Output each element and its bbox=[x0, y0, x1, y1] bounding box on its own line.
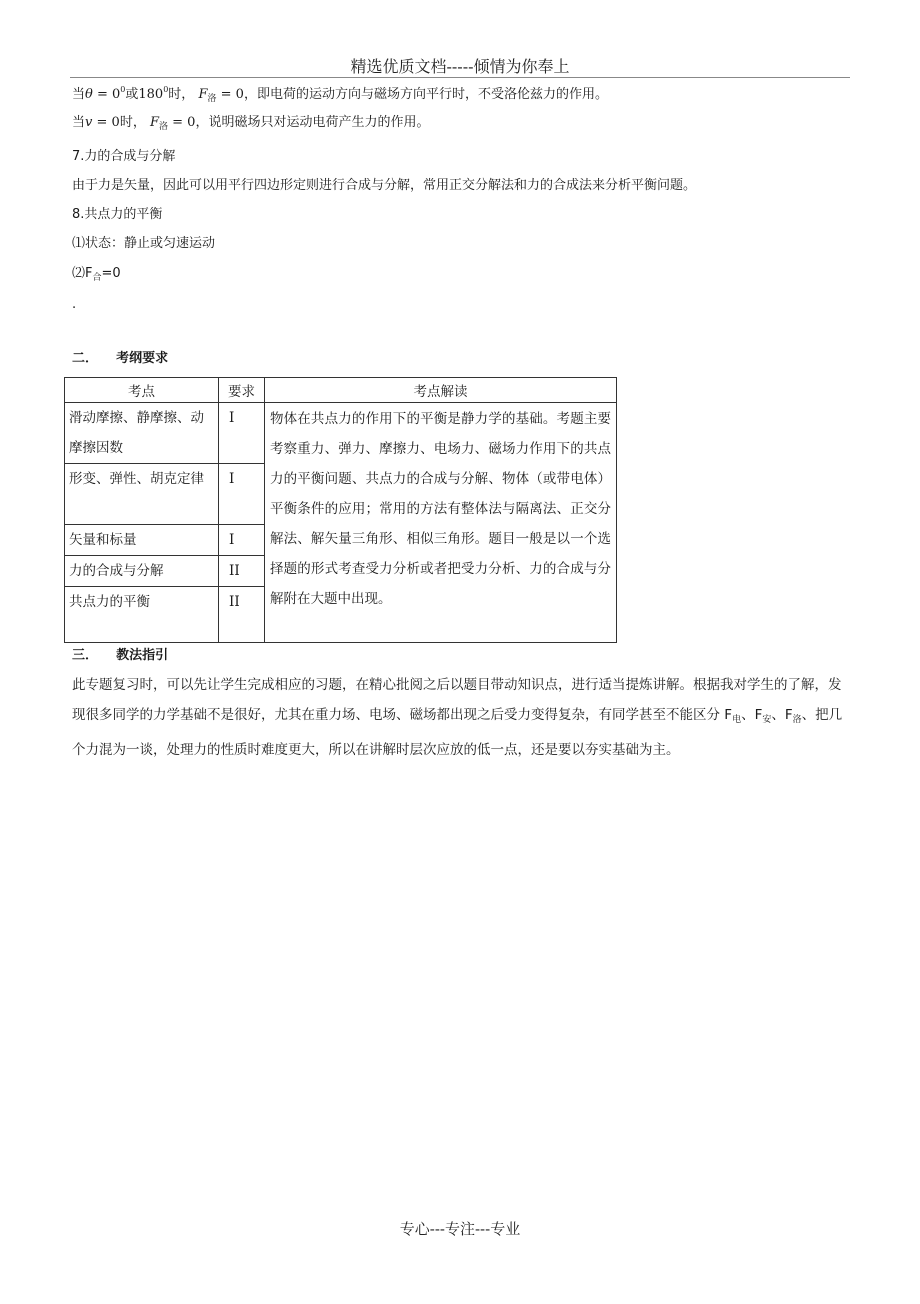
text: 、F bbox=[771, 707, 793, 723]
equals-zero: = 0 bbox=[92, 87, 121, 102]
cell-requirement: II bbox=[219, 556, 265, 587]
lorentz-line-2 bbox=[72, 114, 429, 136]
degree-sup: 0 bbox=[120, 85, 126, 94]
text: 时， bbox=[119, 115, 146, 130]
table-header-row bbox=[65, 378, 617, 403]
lorentz-line-1 bbox=[72, 81, 608, 108]
page-header-title: 精选优质文档-----倾情为你奉上 bbox=[350, 57, 570, 76]
section-8-title: 8.共点力的平衡 bbox=[72, 207, 163, 222]
degree-sup-2: 0 bbox=[163, 85, 169, 94]
cell-point: 矢量和标量 bbox=[65, 525, 219, 556]
header-requirement: 要求 bbox=[219, 378, 265, 403]
text: =0 bbox=[101, 266, 121, 281]
force-subscript: 洛 bbox=[159, 122, 169, 132]
cell-point: 共点力的平衡 bbox=[65, 587, 219, 643]
velocity-symbol: v bbox=[85, 115, 93, 130]
cell-interpretation: 物体在共点力的作用下的平衡是静力学的基础。考题主要考察重力、弹力、摩擦力、电场力、磁场力作用下的共点力的平衡问题、共点力的合成与分解、物体（或带电体）平衡条件的应用；常用的方法有整体法与隔离法、正交分解法、解矢量三角形、相似三角形。题目一般是以一个选择题的形式考查受力分析或者把受力分析、力的合成与分解附在大题中出现。 bbox=[265, 403, 617, 643]
cell-point: 形变、弹性、胡克定律 bbox=[65, 464, 219, 525]
section-7-title: 7.力的合成与分解 bbox=[72, 149, 176, 164]
section-8-item-1: ⑴状态：静止或匀速运动 bbox=[72, 236, 216, 251]
subscript-lorentz: 洛 bbox=[792, 715, 802, 725]
header-divider bbox=[70, 77, 850, 78]
subscript-electric: 电 bbox=[732, 715, 742, 725]
force-symbol: F bbox=[149, 115, 159, 130]
force-symbol: F bbox=[198, 87, 208, 102]
syllabus-table bbox=[64, 377, 617, 643]
text: 当 bbox=[72, 87, 86, 102]
table-row bbox=[65, 403, 617, 464]
header-interpretation: 考点解读 bbox=[265, 378, 617, 403]
cell-point: 力的合成与分解 bbox=[65, 556, 219, 587]
section-8-item-2 bbox=[72, 265, 121, 287]
section-7-body: 由于力是矢量，因此可以用平行四边形定则进行合成与分解，常用正交分解法和力的合成法来分析平衡问题。 bbox=[72, 178, 697, 193]
equals-zero: = 0 bbox=[92, 115, 120, 130]
cell-requirement: I bbox=[219, 464, 265, 525]
text: ⑵F bbox=[72, 266, 93, 281]
stray-dot: . bbox=[72, 297, 77, 312]
equals-zero: = 0 bbox=[168, 115, 196, 130]
text: 、F bbox=[741, 707, 763, 723]
section-three-title: 三． 教法指引 bbox=[72, 648, 169, 663]
subscript-ampere: 安 bbox=[762, 715, 772, 725]
text: 、把几个力混为一谈，处理力的性质时难度更大，所以在讲解时层次应放的低一点，还是要以夯实基础为主。 bbox=[72, 707, 843, 758]
text: 此专题复习时，可以先让学生完成相应的习题，在精心批阅之后以题目带动知识点，进行适当提炼讲解。根据我对学生的了解，发现很多同学的力学基础不是很好，尤其在重力场、电场、磁场都出现之后受力变得复杂，有同学甚至不能区分 F bbox=[72, 677, 842, 723]
theta-symbol: θ bbox=[85, 87, 93, 102]
header-point: 考点 bbox=[65, 378, 219, 403]
cell-requirement: I bbox=[219, 403, 265, 464]
section-three-body bbox=[72, 670, 854, 765]
equals-zero: = 0 bbox=[216, 87, 244, 102]
page-footer: 专心---专注---专业 bbox=[399, 1220, 521, 1238]
text: 当 bbox=[72, 115, 86, 130]
text: 时， bbox=[168, 87, 195, 102]
or-180: 或180 bbox=[125, 87, 164, 102]
force-subscript: 洛 bbox=[207, 94, 217, 104]
text: ，即电荷的运动方向与磁场方向平行时，不受洛伦兹力的作用。 bbox=[243, 87, 608, 102]
cell-point: 滑动摩擦、静摩擦、动摩擦因数 bbox=[65, 403, 219, 464]
text: ，说明磁场只对运动电荷产生力的作用。 bbox=[195, 115, 430, 130]
section-two-title: 二． 考纲要求 bbox=[72, 351, 169, 366]
cell-requirement: I bbox=[219, 525, 265, 556]
subscript: 合 bbox=[92, 273, 102, 283]
cell-requirement: II bbox=[219, 587, 265, 643]
